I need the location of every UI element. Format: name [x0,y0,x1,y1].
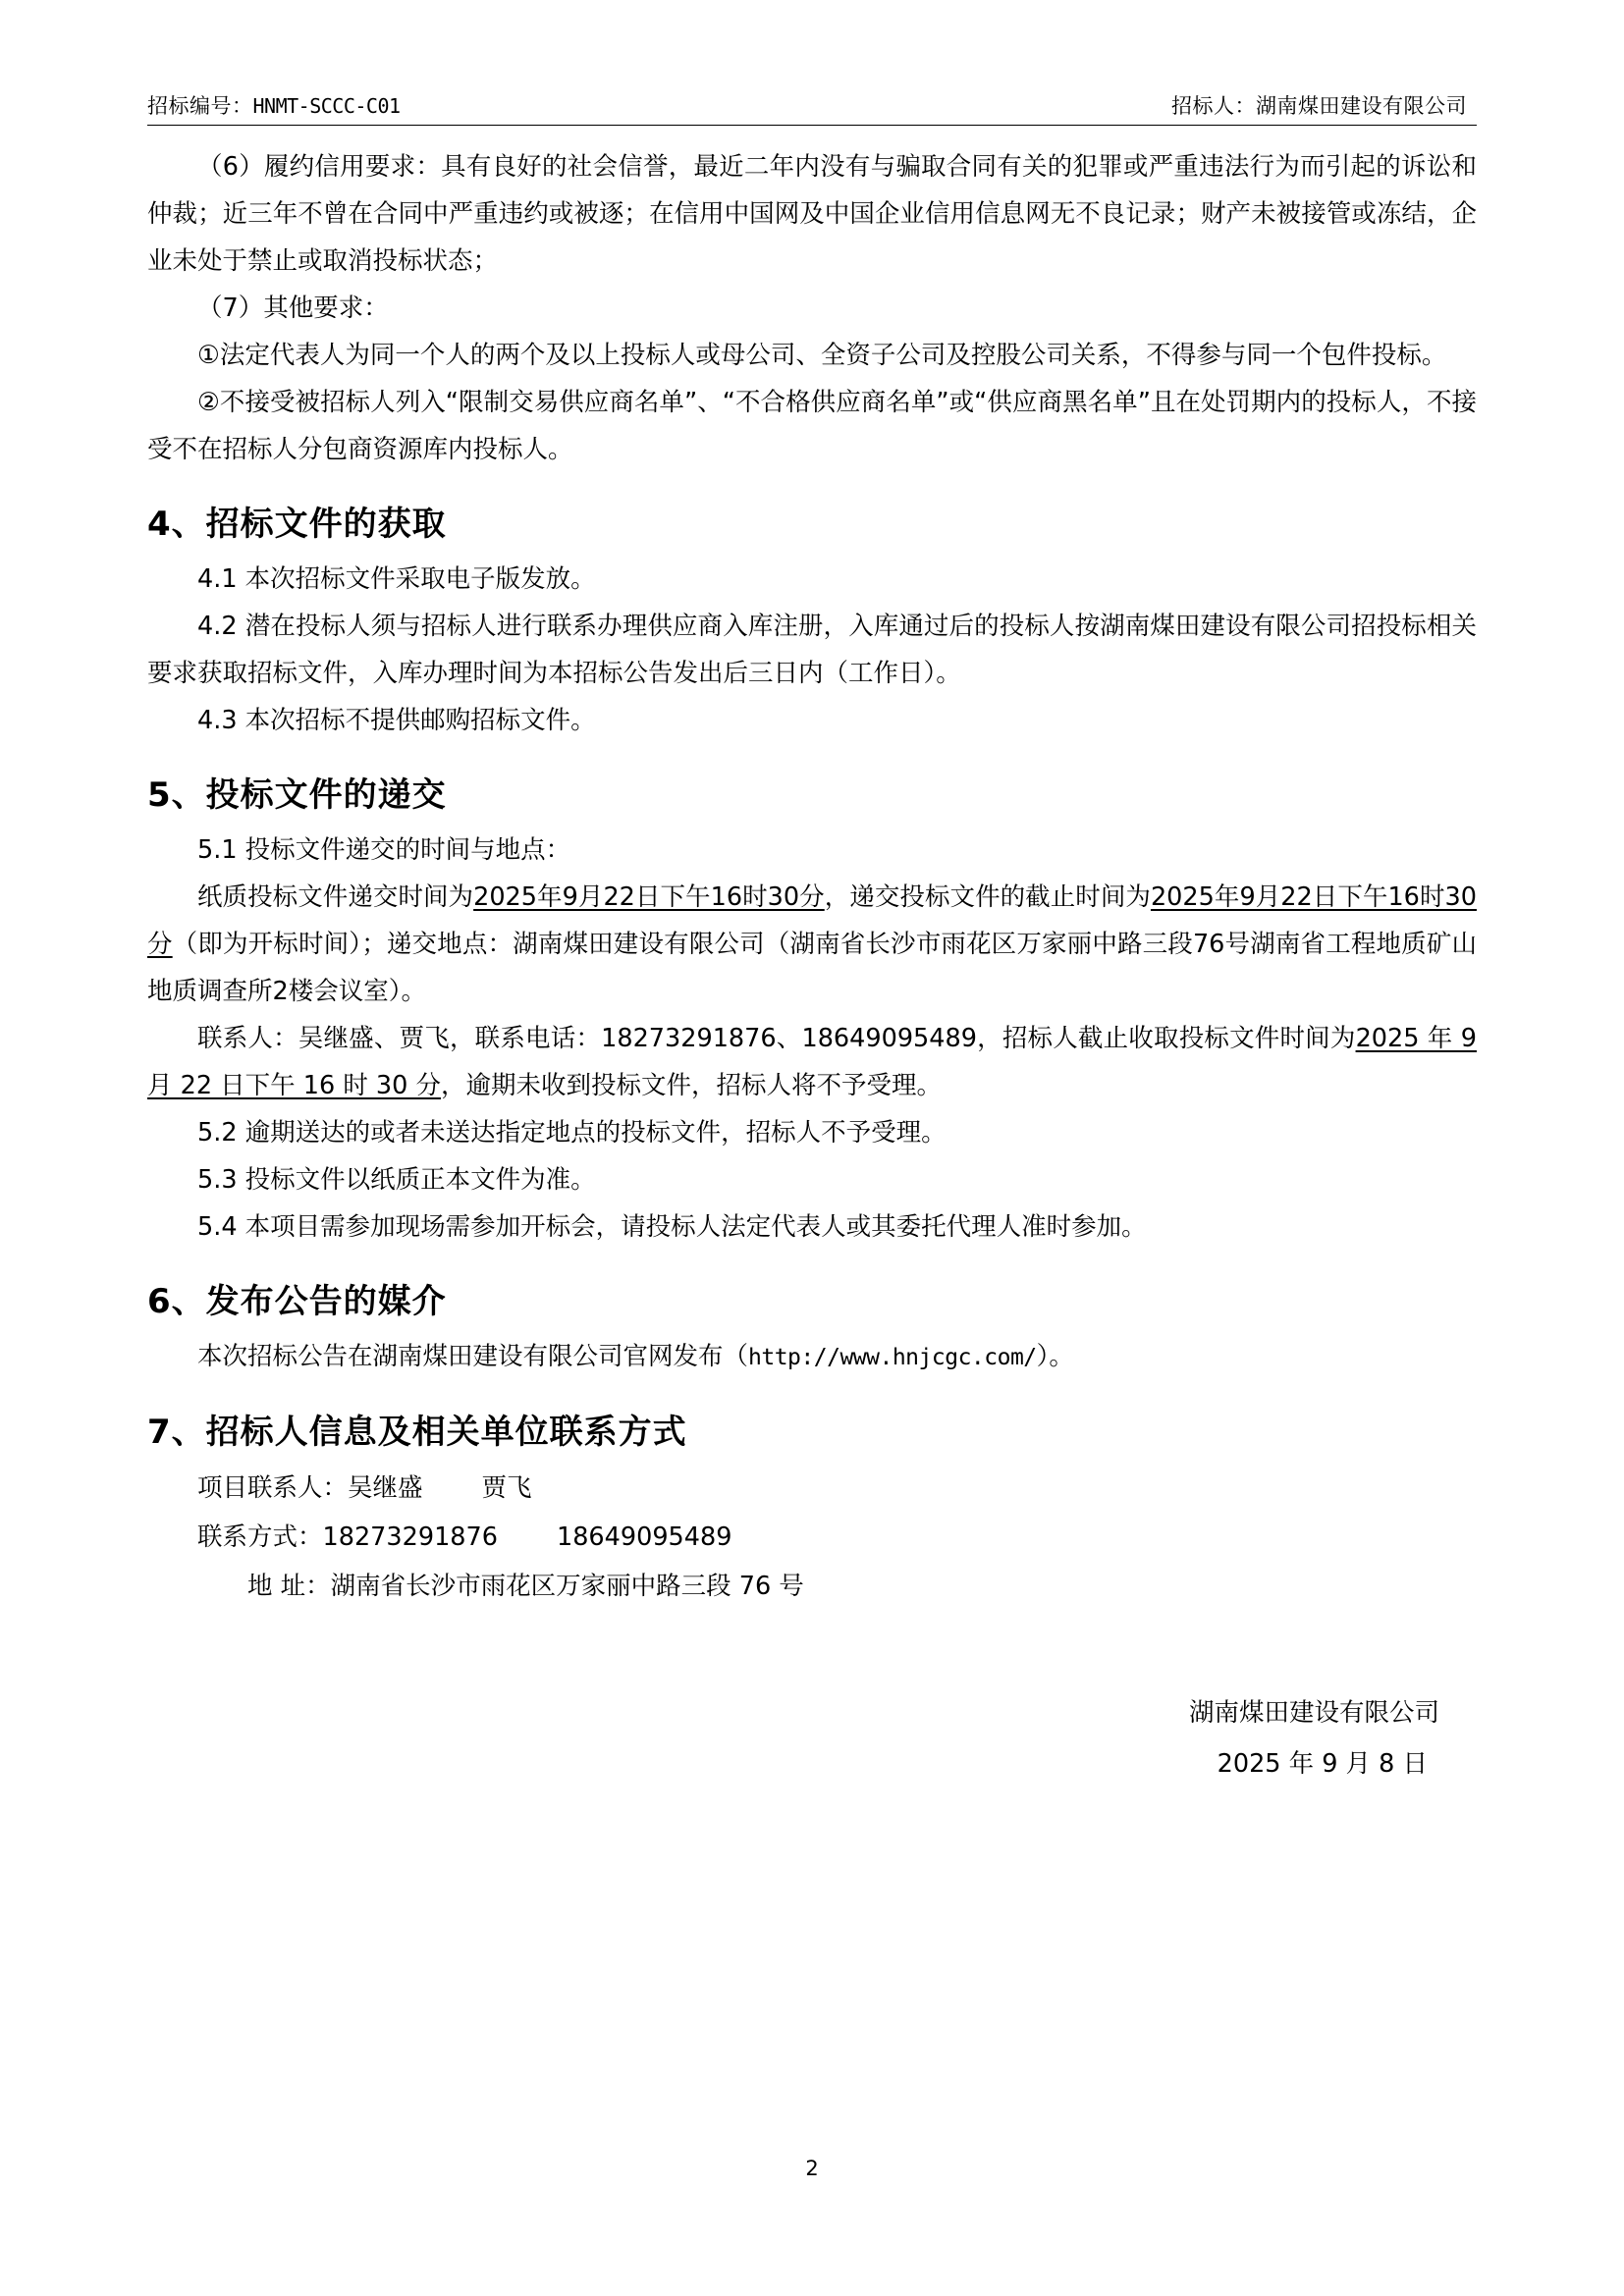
section-5-paragraph-2 [147,874,1477,1015]
section-5-paragraph-5: 5.3 投标文件以纸质正本文件为准。 [197,1165,596,1196]
contact-phones-line [147,1513,1477,1562]
signature-block [147,1687,1477,1789]
paragraph-other-requirement-1: ①法定代表人为同一个人的两个及以上投标人或母公司、全资子公司及控股公司关系，不得参与同一个包件投标。 [197,341,1447,371]
receive-deadline-suffix: ，逾期未收到投标文件，招标人将不予受理。 [440,1071,942,1101]
submission-time-mid: ，递交投标文件的截止时间为 [824,882,1151,913]
section-4-paragraph-3: 4.3 本次招标不提供邮购招标文件。 [197,706,596,736]
media-announcement-prefix: 本次招标公告在湖南煤田建设有限公司官网发布（ [197,1342,749,1372]
section-4-paragraph-1: 4.1 本次招标文件采取电子版发放。 [197,564,596,595]
submission-time-date: 2025年9月22日下午16时30分 [473,882,825,913]
tenderer-value: 湖南煤田建设有限公司 [1256,94,1467,118]
project-contact-label: 项目联系人： [197,1473,349,1504]
project-contact-name-2: 贾飞 [481,1473,532,1504]
official-website-url: http://www.hnjcgc.com/ [748,1345,1037,1371]
address-value: 湖南省长沙市雨花区万家丽中路三段 76 号 [330,1572,804,1602]
project-contacts-line [147,1464,1477,1513]
section-5-paragraph-3 [147,1015,1477,1109]
paragraph-other-requirements-title: （7）其他要求： [197,294,389,324]
project-contact-name-1: 吴继盛 [348,1473,423,1504]
address-label: 地 址： [247,1572,331,1602]
section-7-heading: 7、招标人信息及相关单位联系方式 [147,1413,687,1453]
submission-location-text: （即为开标时间）；递交地点：湖南煤田建设有限公司（湖南省长沙市雨花区万家丽中路三段76号湖南省工程地质矿山地质调查所2楼会议室）。 [147,930,1477,1007]
contact-phone-1: 18273291876 [322,1522,498,1553]
signature-company: 湖南煤田建设有限公司 [1188,1698,1439,1729]
page-footer [0,2157,1624,2180]
signature-date: 2025 年 9 月 8 日 [1217,1749,1428,1780]
media-announcement-suffix: ）。 [1036,1342,1074,1372]
section-4-heading: 4、招标文件的获取 [147,505,447,545]
section-6-paragraph-1 [147,1333,1477,1381]
section-5-paragraph-6: 5.4 本项目需参加现场需参加开标会，请投标人法定代表人或其委托代理人准时参加。 [197,1212,1147,1243]
tender-number [147,94,401,119]
submission-deadline-date: 2025年9月22日下午16时30分 [147,882,1477,960]
section-4-paragraph-2: 4.2 潜在投标人须与招标人进行联系办理供应商入库注册，入库通过后的投标人按湖南煤田建设有限公司招投标相关要求获取招标文件，入库办理时间为本招标公告发出后三日内（工作日）。 [147,612,1477,689]
tender-number-value: HNMT-SCCC-C01 [252,94,401,118]
section-6-heading: 6、发布公告的媒介 [147,1282,447,1322]
section-5-paragraph-4: 5.2 逾期送达的或者未送达指定地点的投标文件，招标人不予受理。 [197,1118,947,1148]
document-body [147,143,1477,1611]
contact-phone-2: 18649095489 [556,1522,732,1553]
tenderer-name [1171,94,1477,119]
page-number: 2 [805,2157,819,2180]
tenderer-label: 招标人： [1171,94,1256,118]
contact-info-text: 联系人：吴继盛、贾飞，联系电话：18273291876、18649095489，招标人截止收取投标文件时间为 [197,1024,1356,1054]
contact-phone-label: 联系方式： [197,1522,323,1553]
paragraph-credit-requirement: （6）履约信用要求：具有良好的社会信誉，最近二年内没有与骗取合同有关的犯罪或严重违法行为而引起的诉讼和仲裁；近三年不曾在合同中严重违约或被逐；在信用中国网及中国企业信用信息网无不良记录；财产未被接管或冻结，企业未处于禁止或取消投标状态； [147,152,1477,277]
paragraph-other-requirement-2: ②不接受被招标人列入“限制交易供应商名单”、“不合格供应商名单”或“供应商黑名单”且在处罚期内的投标人，不接受不在招标人分包商资源库内投标人。 [147,388,1477,465]
receive-deadline-date: 2025 年 9 月 22 日下午 16 时 30 分 [147,1024,1477,1101]
tender-number-label: 招标编号： [147,94,253,118]
address-line [147,1562,1477,1611]
submission-time-prefix: 纸质投标文件递交时间为 [197,882,474,913]
section-5-paragraph-1: 5.1 投标文件递交的时间与地点： [197,835,571,866]
section-5-heading: 5、投标文件的递交 [147,775,447,816]
page-header [147,94,1477,126]
